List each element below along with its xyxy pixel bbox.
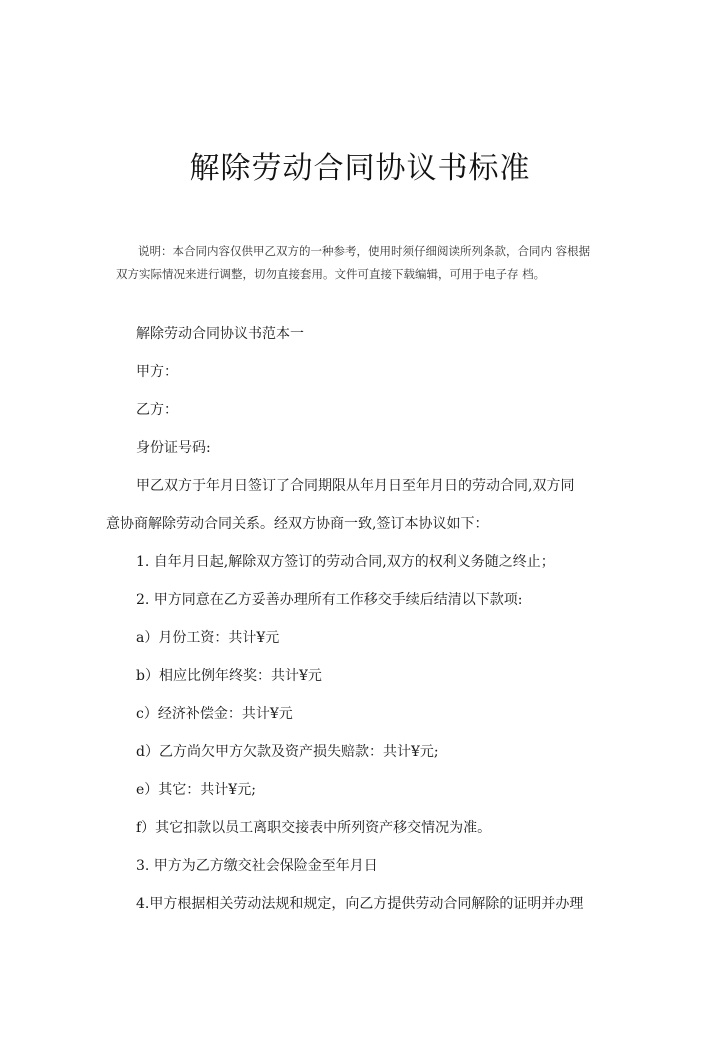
payment-item: a）月份工资：共计¥元 [136,630,280,646]
payment-item: f）其它扣款以员工离职交接表中所列资产移交情况为准。 [136,820,492,836]
paragraph-line: 甲乙双方于年月日签订了合同期限从年月日至年月日的劳动合同,双方同 [136,478,575,494]
payment-item: e）其它：共计¥元; [136,782,256,798]
id-number-field: 身份证号码: [136,440,211,456]
clause-item: 1. 自年月日起,解除双方签订的劳动合同,双方的权利义务随之终止； [136,554,555,570]
section-heading: 解除劳动合同协议书范本一 [136,326,304,342]
usage-note-line-2: 双方实际情况来进行调整，切勿直接套用。文件可直接下载编辑，可用于电子存 档。 [116,267,546,281]
paragraph-line: 意协商解除劳动合同关系。经双方协商一致,签订本协议如下： [106,516,489,532]
document-title: 解除劳动合同协议书标准 [189,151,531,186]
clause-item: 4.甲方根据相关劳动法规和规定，向乙方提供劳动合同解除的证明并办理 [136,896,584,912]
clause-item: 3. 甲方为乙方缴交社会保险金至年月日 [136,858,378,874]
payment-item: d）乙方尚欠甲方欠款及资产损失赔款：共计¥元; [136,744,439,760]
party-a-field: 甲方： [136,364,178,380]
party-b-field: 乙方： [136,402,178,418]
payment-item: c）经济补偿金：共计¥元 [136,706,293,722]
payment-item: b）相应比例年终奖：共计¥元 [136,668,322,684]
clause-item: 2. 甲方同意在乙方妥善办理所有工作移交手续后结清以下款项: [136,592,523,608]
usage-note-line-1: 说明：本合同内容仅供甲乙双方的一种参考，使用时须仔细阅读所列条款，合同内 容根据 [138,244,591,258]
usage-note [116,240,616,286]
